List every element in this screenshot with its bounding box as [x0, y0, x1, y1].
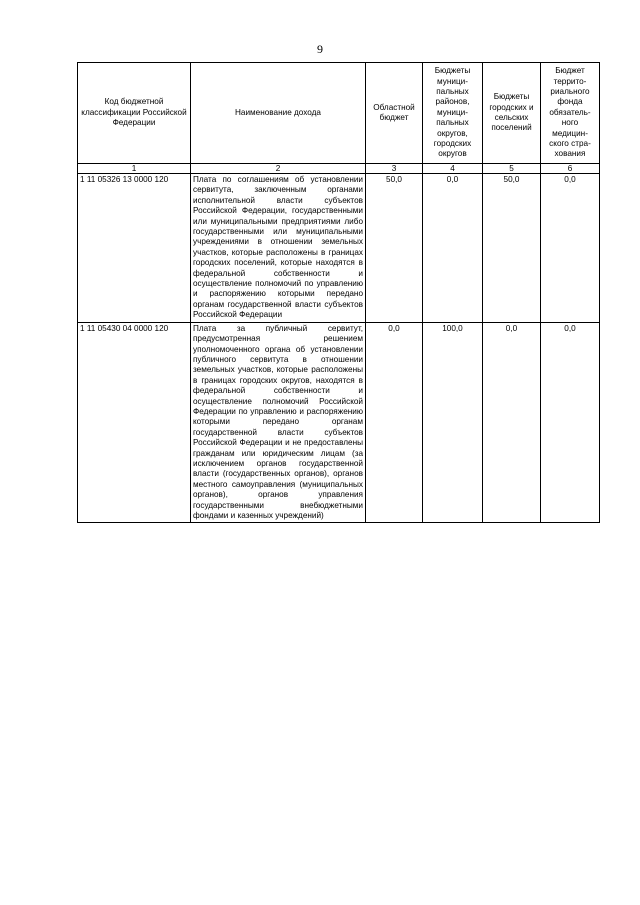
header-budget-code: Код бюджетной классификации Российской Федерации: [78, 63, 191, 164]
header-revenue-name: Наименование дохода: [191, 63, 366, 164]
municipal-budgets-value: 100,0: [423, 322, 483, 523]
medical-insurance-fund-value: 0,0: [541, 322, 600, 523]
column-number: 2: [191, 164, 366, 174]
header-regional-budget: Областной бюджет: [366, 63, 423, 164]
revenue-name-cell: Плата за публичный сервитут, предусмотренная решением уполномоченного органа об установлении публичного сервитута в отношении земельных участков, которые расположены в границах городских округов, находятся в федеральной собственности и осуществление полномочий Российской Федерации по управлению и распоряжению которыми передано органам государственной власти субъектов Российской Федерации и не предоставлены гражданам или юридическим лицам (за исключением органов государственной власти (государственных органов), органов местного самоуправления (муниципальных органов), органов управления государственными внебюджетными фондами и казенных учреждений): [191, 322, 366, 523]
header-medical-insurance-fund: Бюджет террито-риального фонда обязатель-ного медицин-ского стра-хования: [541, 63, 600, 164]
budget-code-cell: 1 11 05326 13 0000 120: [78, 174, 191, 323]
budget-code-cell: 1 11 05430 04 0000 120: [78, 322, 191, 523]
column-number: 3: [366, 164, 423, 174]
settlement-budgets-value: 0,0: [483, 322, 541, 523]
table-header-row: [78, 63, 600, 164]
column-number: 5: [483, 164, 541, 174]
revenue-name-cell: Плата по соглашениям об установлении сервитута, заключенным органами исполнительной власти субъектов Российской Федерации, государственными или муниципальными предприятиями либо государственными или муниципальными учреждениями в отношении земельных участков, которые расположены в границах городских поселений, которые находятся в федеральной собственности и осуществление полномочий по управлению и распоряжению которыми передано органам государственной власти субъектов Российской Федерации: [191, 174, 366, 323]
table-row: [78, 174, 600, 323]
column-number: 6: [541, 164, 600, 174]
column-number: 4: [423, 164, 483, 174]
municipal-budgets-value: 0,0: [423, 174, 483, 323]
regional-budget-value: 50,0: [366, 174, 423, 323]
header-municipal-budgets: Бюджеты муници-пальных районов, муници-пальных округов, городских округов: [423, 63, 483, 164]
page-number: 9: [317, 42, 323, 56]
regional-budget-value: 0,0: [366, 322, 423, 523]
column-number: 1: [78, 164, 191, 174]
column-number-row: [78, 164, 600, 174]
table-row: [78, 322, 600, 523]
medical-insurance-fund-value: 0,0: [541, 174, 600, 323]
revenue-table: [77, 62, 600, 523]
header-settlement-budgets: Бюджеты городских и сельских поселений: [483, 63, 541, 164]
settlement-budgets-value: 50,0: [483, 174, 541, 323]
